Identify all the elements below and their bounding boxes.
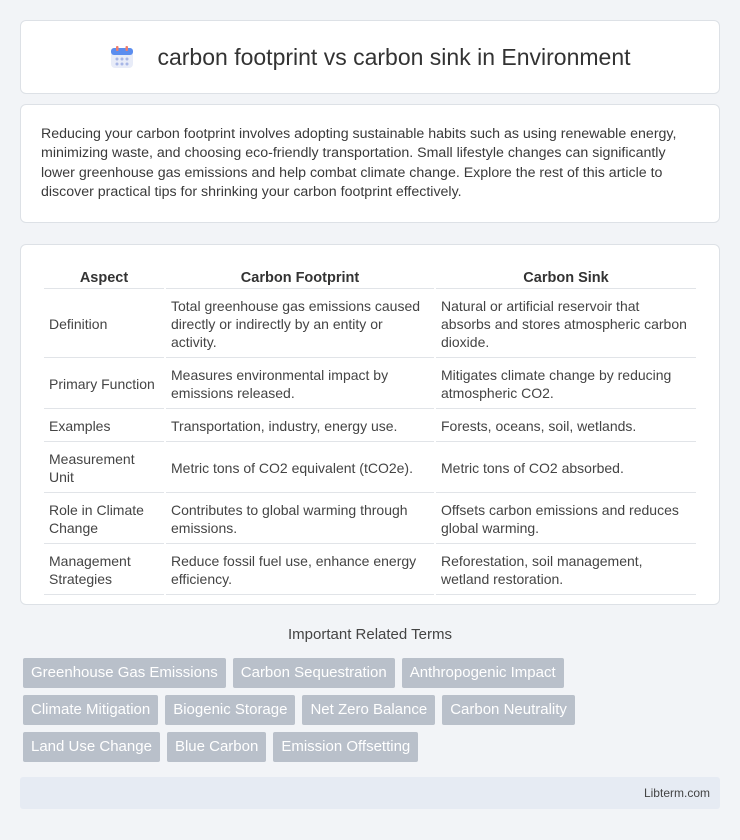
table-cell-footprint: Measures environmental impact by emissions released. xyxy=(166,360,434,409)
table-row xyxy=(44,546,696,595)
table-cell-footprint: Total greenhouse gas emissions caused directly or indirectly by an entity or activity. xyxy=(166,291,434,358)
table-cell-aspect: Examples xyxy=(44,411,164,442)
intro-card xyxy=(20,104,720,223)
tag-carbon-neutrality[interactable]: Carbon Neutrality xyxy=(442,695,575,725)
tag-biogenic-storage[interactable]: Biogenic Storage xyxy=(165,695,295,725)
table-cell-footprint: Transportation, industry, energy use. xyxy=(166,411,434,442)
tag-blue-carbon[interactable]: Blue Carbon xyxy=(167,732,266,762)
tag-land-use-change[interactable]: Land Use Change xyxy=(23,732,160,762)
table-cell-sink: Metric tons of CO2 absorbed. xyxy=(436,444,696,493)
table-cell-sink: Reforestation, soil management, wetland restoration. xyxy=(436,546,696,595)
tag-row xyxy=(23,732,723,762)
intro-text: Reducing your carbon footprint involves adopting sustainable habits such as using renewable energy, minimizing waste, and choosing eco-friendly transportation. Small lifestyle changes can significantly lower greenhouse gas emissions and help combat climate change. Explore the rest of this article to discover practical tips for shrinking your carbon footprint effectively. xyxy=(41,126,677,201)
table-row xyxy=(44,495,696,544)
tag-anthropogenic-impact[interactable]: Anthropogenic Impact xyxy=(402,658,564,688)
table-row xyxy=(44,444,696,493)
tag-row xyxy=(23,695,723,725)
column-header-carbon-sink: Carbon Sink xyxy=(436,267,696,289)
tag-carbon-sequestration[interactable]: Carbon Sequestration xyxy=(233,658,395,688)
tag-emission-offsetting[interactable]: Emission Offsetting xyxy=(273,732,418,762)
related-terms-tags xyxy=(23,658,723,769)
comparison-table-card xyxy=(20,244,720,605)
table-header-row xyxy=(44,267,696,289)
tag-greenhouse-gas-emissions[interactable]: Greenhouse Gas Emissions xyxy=(23,658,226,688)
calendar-icon xyxy=(109,44,135,70)
table-cell-footprint: Reduce fossil fuel use, enhance energy efficiency. xyxy=(166,546,434,595)
table-row xyxy=(44,360,696,409)
column-header-carbon-footprint: Carbon Footprint xyxy=(166,267,434,289)
table-cell-footprint: Contributes to global warming through emissions. xyxy=(166,495,434,544)
table-row xyxy=(44,411,696,442)
tag-row xyxy=(23,658,723,688)
column-header-aspect: Aspect xyxy=(44,267,164,289)
footer xyxy=(20,777,720,809)
table-cell-aspect: Role in Climate Change xyxy=(44,495,164,544)
table-cell-aspect: Measurement Unit xyxy=(44,444,164,493)
table-cell-aspect: Management Strategies xyxy=(44,546,164,595)
footer-site-link[interactable]: Libterm.com xyxy=(643,786,710,800)
comparison-table xyxy=(42,265,698,597)
page-title: carbon footprint vs carbon sink in Environment xyxy=(157,43,631,70)
table-cell-aspect: Primary Function xyxy=(44,360,164,409)
title-card xyxy=(20,20,720,94)
table-cell-sink: Forests, oceans, soil, wetlands. xyxy=(436,411,696,442)
related-terms-heading: Important Related Terms xyxy=(288,626,452,643)
table-cell-sink: Natural or artificial reservoir that absorbs and stores atmospheric carbon dioxide. xyxy=(436,291,696,358)
tag-climate-mitigation[interactable]: Climate Mitigation xyxy=(23,695,158,725)
table-cell-aspect: Definition xyxy=(44,291,164,358)
table-cell-footprint: Metric tons of CO2 equivalent (tCO2e). xyxy=(166,444,434,493)
tag-net-zero-balance[interactable]: Net Zero Balance xyxy=(302,695,435,725)
table-row xyxy=(44,291,696,358)
table-cell-sink: Mitigates climate change by reducing atmospheric CO2. xyxy=(436,360,696,409)
table-cell-sink: Offsets carbon emissions and reduces global warming. xyxy=(436,495,696,544)
